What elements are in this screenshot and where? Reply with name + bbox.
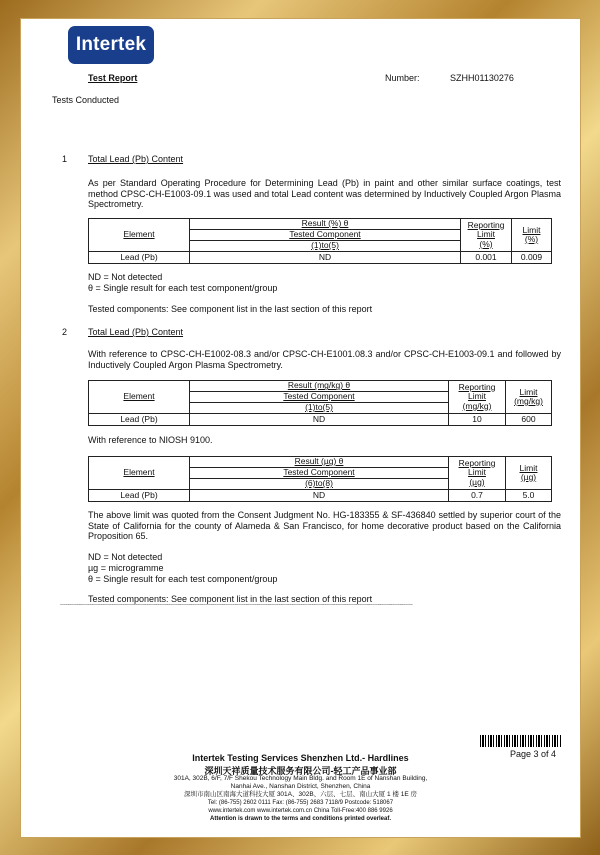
col-limit: Limit (µg) — [506, 457, 552, 490]
test1-description: As per Standard Operating Procedure for Determining Lead (Pb) in paint and other similar surface coatings, test method CPSC-CH-E1003-09.1 was used and total Lead content was determined by Inductively Coupled Argon Plasma Spectrometry. — [88, 178, 561, 209]
test2-title: Total Lead (Pb) Content — [88, 327, 184, 337]
report-number: SZHH01130276 — [450, 73, 514, 83]
test1-index: 1 — [62, 154, 68, 164]
note-nd: ND = Not detected — [88, 552, 163, 562]
col-limit: Limit (mg/kg) — [506, 381, 552, 414]
col-reporting-limit: Reporting Limit (mg/kg) — [449, 381, 506, 414]
test1-title: Total Lead (Pb) Content — [88, 154, 184, 164]
table-row: Lead (Pb) ND 0.001 0.009 — [89, 252, 552, 264]
note-theta: θ = Single result for each test component/group — [88, 283, 278, 293]
col-tested-component: Tested Component — [190, 468, 449, 479]
components-note: Tested components: See component list in the last section of this report — [88, 594, 373, 604]
table-row: Lead (Pb) ND 0.7 5.0 — [89, 490, 552, 502]
footer-web: www.intertek.com www.intertek.com.cn China Toll-Free:400 886 9926 — [208, 808, 393, 814]
col-reporting-limit: Reporting Limit (%) — [461, 219, 512, 252]
col-element: Element — [89, 381, 190, 414]
report-label: Test Report — [88, 73, 138, 83]
footer-address1: 301A, 302B, 6/F, 7/F Shekou Technology Main Bldg. and Room 1E of Nanshan Building, — [173, 775, 428, 782]
component-range: (6)to(8) — [190, 479, 449, 490]
col-tested-component: Tested Component — [190, 392, 449, 403]
note-nd: ND = Not detected — [88, 272, 163, 282]
component-range: (1)to(5) — [190, 403, 449, 414]
col-result: Result (mg/kg) θ — [190, 381, 449, 392]
test2-result-table — [88, 380, 552, 426]
section-title: Tests Conducted — [52, 95, 120, 105]
col-result: Result (µg) θ — [190, 457, 449, 468]
intertek-logo: Intertek — [68, 26, 154, 64]
table-row: Lead (Pb) ND 10 600 — [89, 414, 552, 426]
footer-company-cn: 深圳天祥质量技术服务有限公司-轻工产品事业部 — [204, 766, 397, 776]
col-result: Result (%) θ — [190, 219, 461, 230]
page-number: Page 3 of 4 — [510, 749, 557, 759]
test2-niosh-table — [88, 456, 552, 502]
col-limit: Limit (%) — [512, 219, 552, 252]
col-element: Element — [89, 219, 190, 252]
limit-note: The above limit was quoted from the Consent Judgment No. HG-183355 & SF-436840 settled by superior court of the State of California for the county of Alameda & San Francisco, for home decorative product based on the California Proposition 65. — [88, 510, 561, 541]
note-theta: θ = Single result for each test component/group — [88, 574, 278, 584]
test2-description: With reference to CPSC-CH-E1002-08.3 and/or CPSC-CH-E1001.08.3 and/or CPSC-CH-E1003-09.1 and followed by Inductively Coupled Argon Plasma Spectrometry. — [88, 349, 561, 370]
footer-company: Intertek Testing Services Shenzhen Ltd.- Hardlines — [192, 753, 409, 763]
report-page — [20, 18, 581, 838]
barcode — [480, 735, 562, 747]
col-element: Element — [89, 457, 190, 490]
number-label: Number: — [385, 73, 420, 83]
component-range: (1)to(5) — [190, 241, 461, 252]
niosh-reference: With reference to NIOSH 9100. — [88, 435, 213, 445]
footer-address-cn: 深圳市南山区南海大道科技大厦 301A、302B、六层、七层、南山大厦 1 楼 1E 房 — [184, 791, 417, 798]
test1-result-table — [88, 218, 552, 264]
separator-line: ************************************************************************************************************************************************************************************************ — [60, 604, 413, 608]
components-note: Tested components: See component list in the last section of this report — [88, 304, 373, 314]
footer-phone: Tel: (86-755) 2602 0111 Fax: (86-755) 2683 7118/9 Postcode: 518067 — [207, 800, 394, 806]
footer-attention: Attention is drawn to the terms and conditions printed overleaf. — [209, 816, 392, 822]
note-microgramme: µg = microgramme — [88, 563, 164, 573]
test2-index: 2 — [62, 327, 68, 337]
col-tested-component: Tested Component — [190, 230, 461, 241]
col-reporting-limit: Reporting Limit (µg) — [449, 457, 506, 490]
footer-address2: Nanhai Ave., Nanshan District, Shenzhen, China — [230, 783, 371, 790]
